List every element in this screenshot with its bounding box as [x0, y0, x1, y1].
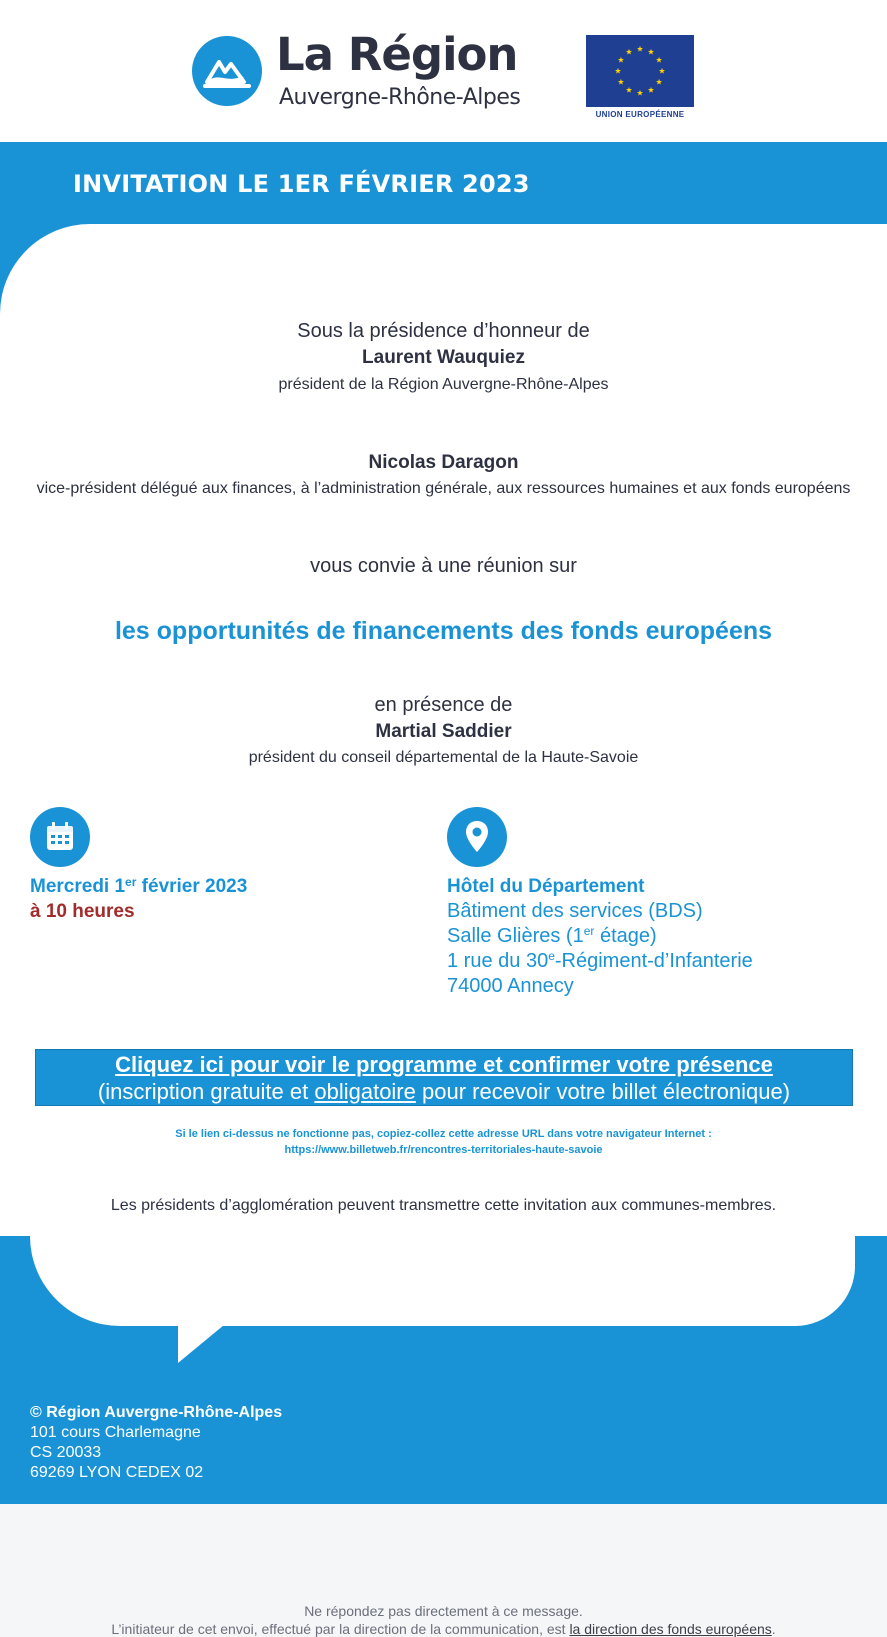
register-subtext: (inscription gratuite et obligatoire pour recevoir votre billet électronique)	[97, 1079, 791, 1104]
invitation-banner	[0, 142, 887, 224]
host-role: vice-président délégué aux finances, à l’administration générale, aux ressources humaines et aux fonds européens	[36, 480, 851, 497]
eu-star-icon	[626, 49, 632, 55]
eu-star-icon	[656, 79, 662, 85]
header-logos	[0, 0, 887, 142]
footer-address-line: CS 20033	[30, 1444, 102, 1461]
honor-role: président de la Région Auvergne-Rhône-Alpes	[278, 376, 609, 393]
eu-star-icon	[618, 57, 624, 63]
footer-address	[30, 1403, 282, 1483]
eu-star-icon	[618, 79, 624, 85]
venue-city: 74000 Annecy	[447, 975, 574, 997]
footer-bubble-tail	[178, 1325, 224, 1363]
fallback-url[interactable]: https://www.billetweb.fr/rencontres-territoriales-haute-savoie	[284, 1144, 603, 1156]
venue-building: Bâtiment des services (BDS)	[447, 900, 703, 922]
eu-star-icon	[626, 87, 632, 93]
invite-text: vous convie à une réunion sur	[310, 555, 577, 577]
presence-name: Martial Saddier	[375, 721, 512, 742]
eu-star-icon	[648, 49, 654, 55]
footer-org: © Région Auvergne-Rhône-Alpes	[30, 1404, 283, 1421]
direction-link[interactable]: la direction des fonds européens	[569, 1621, 772, 1637]
register-link[interactable]: Cliquez ici pour voir le programme et confirmer votre présence	[115, 1052, 773, 1077]
venue-street: 1 rue du 30e-Régiment-d’Infanterie	[447, 949, 753, 972]
venue-name: Hôtel du Département	[447, 876, 645, 897]
presence-intro: en présence de	[374, 694, 513, 716]
calendar-icon	[30, 807, 90, 867]
map-pin-icon	[447, 807, 507, 867]
honor-name: Laurent Wauquiez	[362, 347, 525, 368]
region-subtitle: Auvergne-Rhône-Alpes	[279, 85, 521, 110]
forward-note: Les présidents d’agglomération peuvent transmettre cette invitation aux communes-membres.	[110, 1197, 777, 1214]
register-button[interactable]	[35, 1049, 853, 1106]
region-title: La Région	[276, 28, 518, 81]
event-time: à 10 heures	[30, 901, 135, 922]
eu-flag-icon	[586, 35, 694, 107]
presence-role: président du conseil départemental de la Haute-Savoie	[248, 749, 639, 766]
eu-star-icon	[648, 87, 654, 93]
fallback-note: Si le lien ci-dessus ne fonctionne pas, copiez-collez cette adresse URL dans votre navigateur Internet :	[175, 1128, 712, 1140]
disclaimer-line2: L’initiateur de cet envoi, effectué par la direction de la communication, est la direction des fonds européens.	[111, 1621, 776, 1637]
eu-star-icon	[615, 68, 621, 74]
region-logo-icon	[192, 36, 262, 106]
footer-address-line: 69269 LYON CEDEX 02	[30, 1464, 204, 1481]
eu-star-icon	[656, 57, 662, 63]
banner-title: INVITATION LE 1ER FÉVRIER 2023	[73, 170, 530, 198]
eu-star-icon	[637, 90, 643, 96]
disclaimer	[10, 1602, 877, 1637]
venue-room: Salle Glières (1er étage)	[447, 924, 657, 947]
honor-intro: Sous la présidence d’honneur de	[297, 320, 590, 342]
footer-address-line: 101 cours Charlemagne	[30, 1424, 201, 1441]
eu-label: UNION EUROPÉENNE	[595, 110, 685, 119]
mandatory-link[interactable]: obligatoire	[314, 1079, 416, 1104]
footer-speech-bubble	[30, 1236, 855, 1326]
eu-star-icon	[637, 46, 643, 52]
event-date: Mercredi 1er février 2023	[30, 875, 248, 897]
host-name: Nicolas Daragon	[368, 452, 519, 473]
disclaimer-line1: Ne répondez pas directement à ce message.	[304, 1603, 583, 1619]
eu-star-icon	[659, 68, 665, 74]
meeting-topic: les opportunités de financements des fonds européens	[114, 617, 773, 645]
